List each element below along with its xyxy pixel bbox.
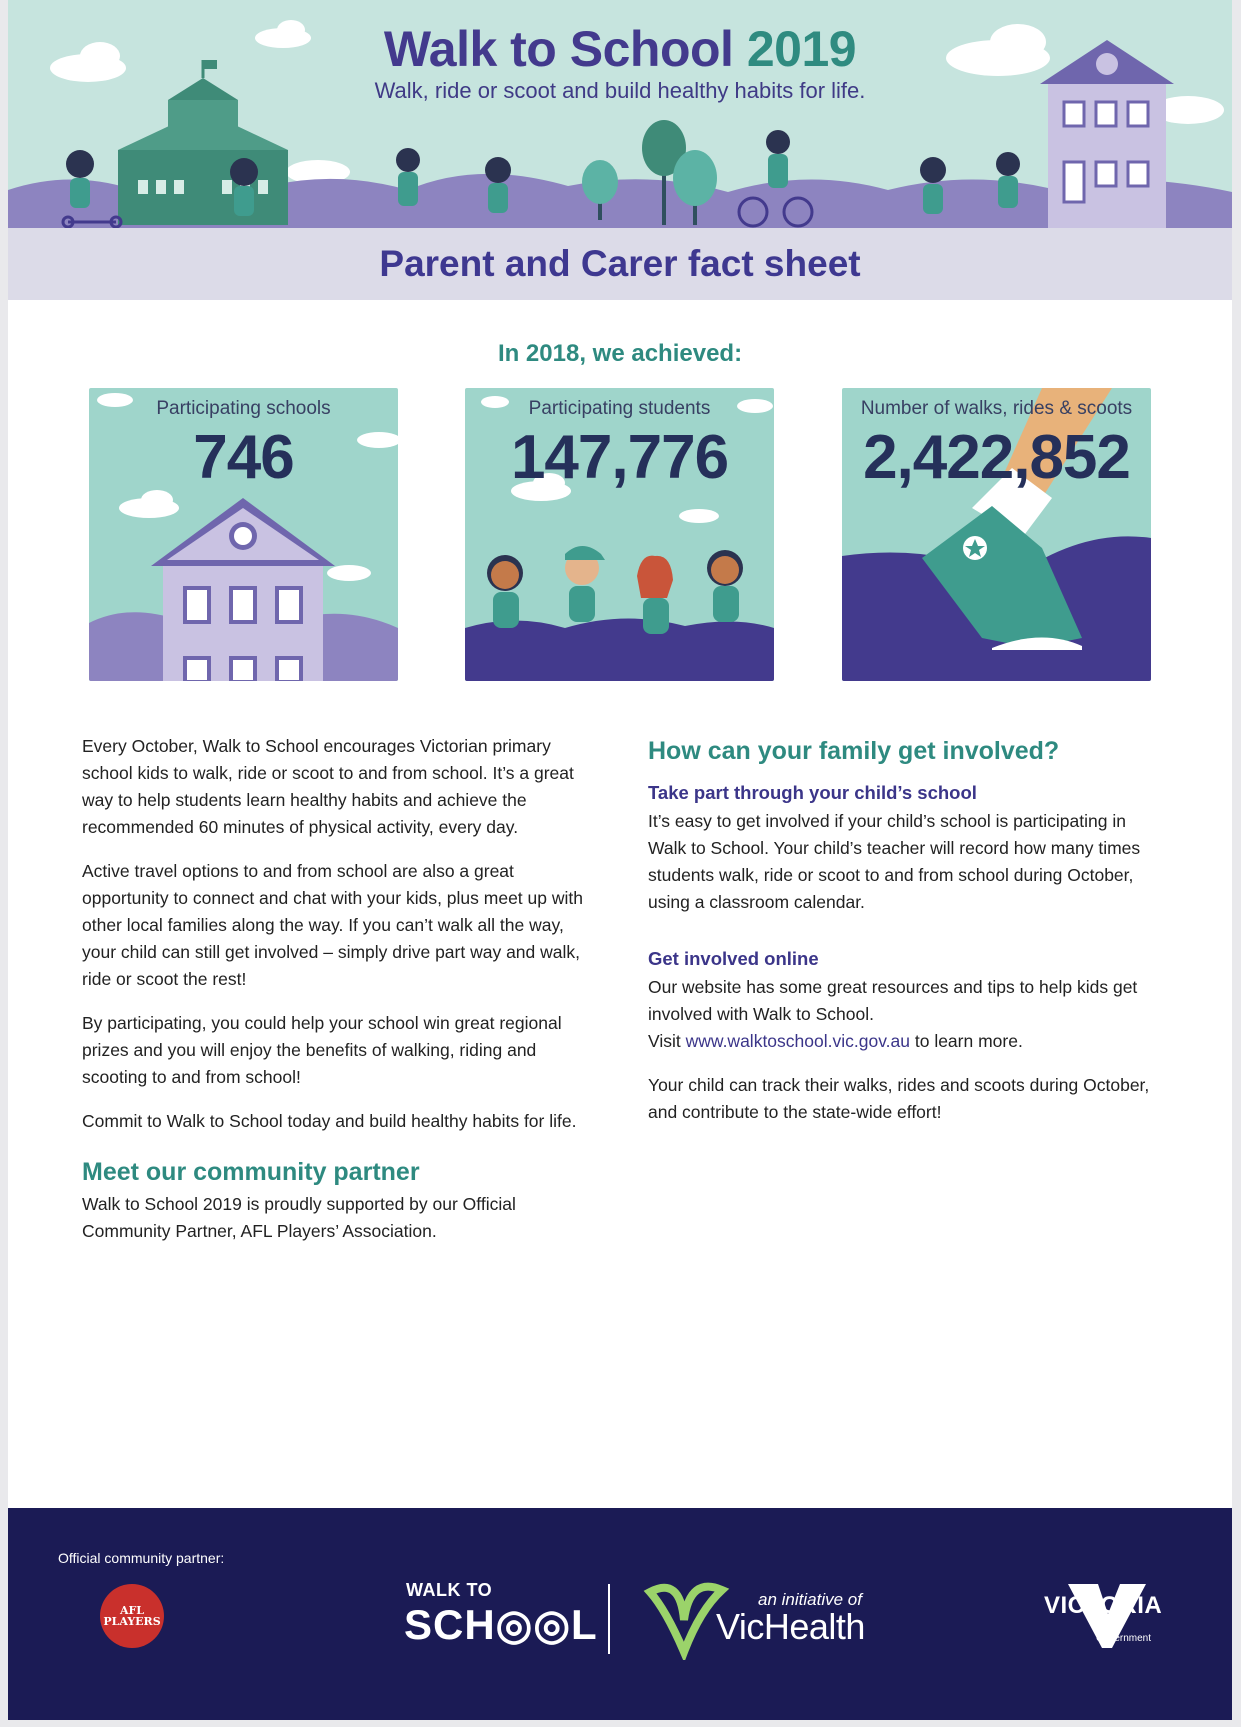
fact-sheet-title: Parent and Carer fact sheet bbox=[379, 243, 861, 284]
stat-card-schools bbox=[89, 388, 398, 681]
walk-to-school-logo-big: SCH◎◎L bbox=[404, 1601, 598, 1648]
victoria-logo: VICTORIA bbox=[1044, 1592, 1163, 1619]
stat-value: 2,422,852 bbox=[863, 423, 1130, 492]
stat-value: 147,776 bbox=[510, 423, 729, 492]
track-paragraph: Your child can track their walks, rides and scoots during October, and contribute to the state-wide effort! bbox=[648, 1075, 1150, 1122]
visit-prefix: Visit bbox=[648, 1031, 681, 1051]
vichealth-logo: VicHealth bbox=[716, 1606, 865, 1647]
get-involved-heading: How can your family get involved? bbox=[648, 737, 1060, 765]
initiative-text: an initiative of bbox=[758, 1590, 862, 1609]
visit-line bbox=[648, 1028, 1168, 1055]
afl-players-logo bbox=[100, 1584, 164, 1648]
participating-paragraph: By participating, you could help your school win great regional prizes and you will enjoy the benefits of walking, riding and scooting to and from school! bbox=[82, 1013, 562, 1087]
logo-divider bbox=[608, 1584, 610, 1654]
afl-logo-text: AFL PLAYERS bbox=[103, 1604, 161, 1628]
footer bbox=[8, 1508, 1232, 1720]
stat-label: Participating schools bbox=[156, 398, 331, 419]
online-subheading: Get involved online bbox=[648, 948, 819, 969]
fact-sheet-page bbox=[8, 0, 1232, 1720]
right-column bbox=[648, 733, 1168, 1143]
title-year: 2019 bbox=[746, 21, 857, 77]
page-title bbox=[8, 20, 1232, 78]
stat-label: Participating students bbox=[528, 398, 711, 419]
website-link[interactable]: www.walktoschool.vic.gov.au bbox=[685, 1031, 910, 1051]
online-paragraph: Our website has some great resources and tips to help kids get involved with Walk to School. bbox=[648, 977, 1138, 1024]
stat-card-walks bbox=[842, 388, 1151, 681]
stat-label: Number of walks, rides & scoots bbox=[860, 398, 1133, 419]
commit-paragraph: Commit to Walk to School today and build healthy habits for life. bbox=[82, 1111, 577, 1131]
left-column bbox=[82, 733, 602, 1262]
title-text: Walk to School bbox=[383, 21, 734, 77]
partner-paragraph: Walk to School 2019 is proudly supported by our Official Community Partner, AFL Players’ Association. bbox=[82, 1194, 516, 1241]
visit-suffix: to learn more. bbox=[914, 1031, 1023, 1051]
school-subheading: Take part through your child’s school bbox=[648, 782, 977, 803]
intro-paragraph: Every October, Walk to School encourages Victorian primary school kids to walk, ride or scoot to and from school. It’s a great way to help students learn healthy habits and achieve the recommended 60 minutes of physical activity, every day. bbox=[82, 736, 574, 837]
active-travel-paragraph: Active travel options to and from school are also a great opportunity to connect and chat with your kids, plus meet up with other local families along the way. If you can’t walk all the way, your child can still get involved – simply drive part way and walk, ride or scoot the rest! bbox=[82, 861, 583, 989]
stats-heading: In 2018, we achieved: bbox=[497, 340, 743, 367]
partner-label: Official community partner: bbox=[58, 1550, 225, 1566]
page-subtitle: Walk, ride or scoot and build healthy habits for life. bbox=[374, 78, 866, 103]
fact-sheet-header bbox=[8, 228, 1232, 300]
walk-to-school-logo-small: WALK TO bbox=[406, 1580, 493, 1600]
school-paragraph: It’s easy to get involved if your child’s school is participating in Walk to School. Your child’s teacher will record how many times students walk, ride or scoot to and from school during October, using a classroom calendar. bbox=[648, 811, 1141, 912]
stat-card-students bbox=[465, 388, 774, 681]
partner-heading: Meet our community partner bbox=[82, 1158, 420, 1186]
stat-value: 746 bbox=[193, 423, 294, 492]
state-government-text: State Government bbox=[1096, 1622, 1152, 1644]
header-banner bbox=[8, 0, 1232, 228]
